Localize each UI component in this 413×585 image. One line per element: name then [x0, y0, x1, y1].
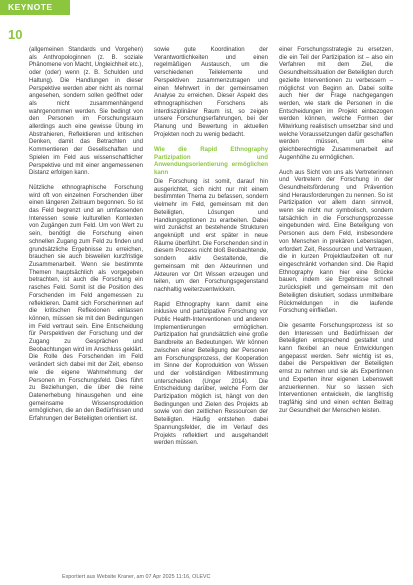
- paragraph: einer Forschungsstrategie zu ersetzen, die ein Teil der Partizipation ist – also ein Verfahren mit dem Ziel, die Gesundheitssituation der Beteiligten durch gezielte Interventionen zu verbessern – möglichst von Beginn an. Dabei sollte auch hier der Frage nachgegangen werden, wie stark die Personen in die Entscheidungen im Projekt einbezogen werden können, welche Formen der Mitwirkung realistisch umsetzbar sind und welche Voraussetzungen dafür geschaffen werden müssen, um eine gleichberechtigte Zusammenarbeit auf Augenhöhe zu ermöglichen.: [279, 47, 393, 161]
- paragraph: sowie gute Koordination der Verantwortlichkeiten und einen regelmäßigen Austausch, um die verschiedenen Teilelemente und Perspektiven zusammenzutragen und einen Mehrwert in der gemeinsamen Analyse zu erreichen. Dieser Aspekt des ethnographischen Forschens als interdisziplinärer Raum ist, so zeigen unsere Forschungserfahrungen, bei der Planung und Bewertung in aktuellen Projekten noch zu wenig bedacht.: [154, 47, 268, 138]
- paragraph: Die gesamte Forschungsprozess ist so den Interessen und Bedürfnissen der Beteiligten entsprechend gestaltet und kann flexibel an neue Entwicklungen angepasst werden. Sehr wichtig ist es, dabei die Perspektiven der Beteiligten ernst zu nehmen und sie als Expertinnen und Experten ihrer eigenen Lebenswelt anzuerkennen. Nur so lassen sich Interventionen entwickeln, die langfristig tragfähig sind und einen echten Beitrag zur Gesundheit der Menschen leisten.: [279, 322, 393, 414]
- page-number: 10: [8, 27, 23, 42]
- paragraph: Auch aus Sicht von uns als Vertreterinnen und Vertretern der Forschung in der Gesundheitsförderung und Prävention sind Herausforderungen zu nennen. So ist Partizipation vor allem dann sinnvoll, wenn sie nicht nur symbolisch, sondern tatsächlich in die Forschungsprozesse eingebunden wird. Eine Beteiligung von Personen aus dem Feld, insbesondere von Menschen in prekären Lebenslagen, erfordert Zeit, Ressourcen und Vertrauen, die in kurzen Projektlaufzeiten oft nur eingeschränkt vorhanden sind. Die Rapid Ethnography kann hier eine Brücke bauen, indem sie Ergebnisse schnell zurückspielt und gemeinsam mit den Beteiligten diskutiert, sodass unmittelbare Rückmeldungen in die laufende Forschung einfließen.: [279, 169, 393, 315]
- page-footer: Exportiert aus Website Kraner, am 07 Apr 2025 11:16, OLEVC: [62, 574, 211, 580]
- section-banner: [0, 0, 70, 15]
- paragraph: Nützliche ethnographische Forschung wird oft von einzelnen Forschenden über einen längeren Zeitraum begonnen. So ist das Feld begrenzt und an umfassenden Interessen sowie kulturellen Kontexten von Zugängen zum Feld. Um von Wert zu sein, benötigt die Forschung einen schnellen Zugang zum Feld zu finden und grundsätzliche Ergebnisse zu erreichen, brauchen sie auch bisweilen kurzfristige Zusammenarbeit. Wenn sie bestimmte Themen hauptsächlich als vorgegeben betrachten, ist auch die Forschung ein rasches Feld. Somit ist die Position des Forschenden im Feld angemessen zu reflektieren. Damit sich Forscherinnen auf die kritischen Reflexionen einlassen können, müssen sie mit den Bedingungen im Feld vertraut sein. Eine Entscheidung für Perspektiven der Forschung und der Zugang zu Gesprächen und Beobachtungen wird im Anschluss geklärt. Die Rolle des Forschenden im Feld verändert sich dabei mit der Zeit, ebenso wie die eigene Wahrnehmung der Personen im Forschungsfeld. Dies führt zu Beziehungen, die über die reine Datenerhebung hinausgehen und eine gemeinsame Wissensproduktion ermöglichen, die an den Bedürfnissen und Erfahrungen der Beteiligten orientiert ist.: [29, 184, 143, 423]
- text-column-2: [154, 47, 268, 455]
- text-column-1: [29, 47, 143, 431]
- paragraph: (allgemeinen Standards und Vorgehen) als Anthropologinnen (z. B. soziale Phänomene von Macht, Ungleichheit etc.), oder (oder) wenn (z. B. Schulden und Haltung). Die Handlungen in dieser Perspektive werden aber nicht als normal angesehen, sondern sollen geöffnet oder als nicht zusammenhängend wahrgenommen werden. Sie bedingt von den Personen im Forschungsraum allerdings auch eine gewisse Übung im Abstrahieren, Reflektieren und kritischen Denken, damit das Betrachten und Kommentieren der Gesellschaften und Spielen im Feld aus wissenschaftlicher Perspektive und mit einer angemessenen Distanz erfolgen kann.: [29, 47, 143, 177]
- text-column-3: [279, 47, 393, 422]
- paragraph: Die Forschung ist somit, darauf hin ausgerichtet, sich nicht nur mit einem bestimmten Thema zu befassen, sondern vielmehr im Feld, gemeinsam mit den Beteiligten, Lösungen und Handlungsoptionen zu erarbeiten. Dabei wird zunächst an bestehende Strukturen angeknüpft und erst später in neue Räume überführt. Die Forschenden sind in diesem Prozess nicht bloß Beobachtende, sondern aktiv Gestaltende, die gemeinsam mit den Akteurinnen und Akteuren vor Ort Wissen erzeugen und teilen, um den Forschungsgegenstand nachhaltig weiterzuentwickeln.: [154, 179, 268, 293]
- section-label: KEYNOTE: [8, 2, 53, 12]
- paragraph: Rapid Ethnography kann damit eine inklusive und partizipative Forschung vor Public Health-Interventionen und anderen Implementierungen ermöglichen. Partizipation hat grundsätzlich eine große Bandbreite an Bedeutungen. Wir können zwischen einer Beteiligung der Personen am Forschungsprozess, der Kooperation im Sinne der Koproduktion von Wissen und der vollständigen Mitbestimmung unterscheiden (Unger 2014). Die Entscheidung darüber, welche Form der Partizipation möglich ist, hängt von den Bedingungen und Zielen des Projekts ab sowie von den zeitlichen Ressourcen der Beteiligten. Häufig entstehen dabei Spannungsfelder, die im Verlauf des Projekts reflektiert und ausgehandelt werden müssen.: [154, 301, 268, 447]
- section-subheading: Wie die Rapid Ethnography Partizipation und Anwendungsorientierung ermöglichen kann: [154, 146, 268, 176]
